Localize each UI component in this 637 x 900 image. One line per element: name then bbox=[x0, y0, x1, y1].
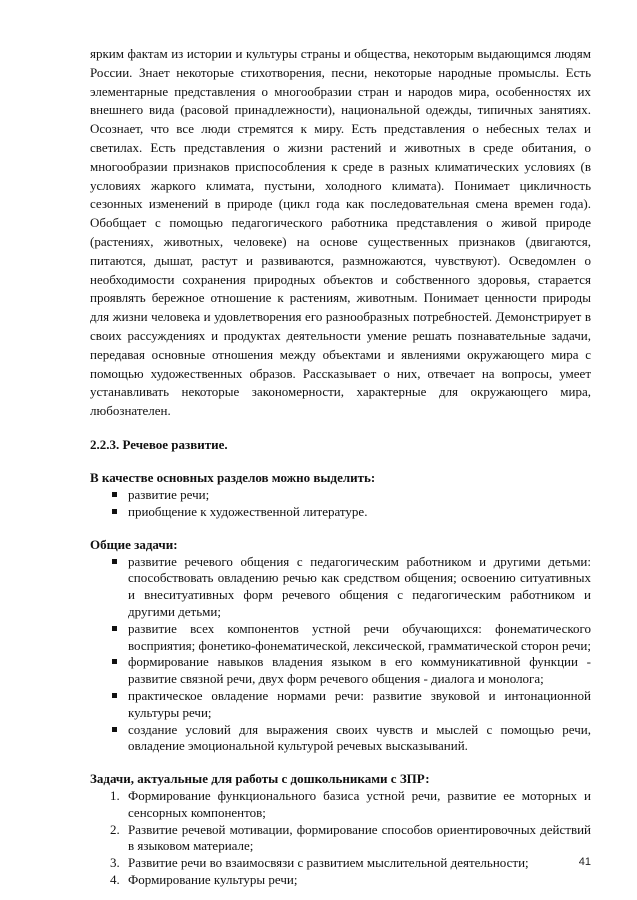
list-item-text: практическое овладение нормами речи: развитие звуковой и интонационной культуры речи; bbox=[128, 687, 591, 720]
list-item-number: 2. bbox=[110, 821, 120, 837]
sections-list bbox=[90, 487, 591, 521]
bullet-icon bbox=[112, 626, 117, 631]
bullet-icon bbox=[112, 492, 117, 497]
list-item-number: 4. bbox=[110, 872, 120, 888]
list-item bbox=[90, 788, 591, 822]
list-item bbox=[90, 722, 591, 756]
list-item-text: формирование навыков владения языком в его коммуникативной функции - развитие связной речи, двух форм речевого общения - диалога и монолога; bbox=[128, 654, 591, 687]
general-tasks-list bbox=[90, 554, 591, 756]
list-item bbox=[90, 504, 591, 521]
zpr-tasks-heading: Задачи, актуальные для работы с дошкольниками с ЗПР: bbox=[90, 771, 430, 787]
list-item-text: развитие всех компонентов устной речи обучающихся: фонематического восприятия; фонетико-фонематической, лексической, грамматической сторон речи; bbox=[128, 620, 591, 653]
general-tasks-heading: Общие задачи: bbox=[90, 536, 178, 552]
zpr-tasks-list bbox=[90, 788, 591, 889]
list-item bbox=[90, 554, 591, 621]
bullet-icon bbox=[112, 509, 117, 514]
list-item-text: приобщение к художественной литературе. bbox=[128, 503, 368, 519]
list-item-text: Развитие речи во взаимосвязи с развитием мыслительной деятельности; bbox=[128, 855, 529, 871]
list-item-text: Формирование культуры речи; bbox=[128, 872, 298, 888]
list-item bbox=[90, 487, 591, 504]
bullet-icon bbox=[112, 693, 117, 698]
list-item-text: создание условий для выражения своих чувств и мыслей с помощью речи, овладение эмоциональной культурой речевых высказываний. bbox=[128, 721, 591, 754]
list-item-text: Развитие речевой мотивации, формирование способов ориентировочных действий в языковом материале; bbox=[128, 821, 591, 854]
list-item-text: развитие речевого общения с педагогическим работником и другими детьми: способствовать овладению речью как средством общения; освоению ситуативных и внеситуативных форм речевого общения с педагогическим работником и другими детьми; bbox=[128, 553, 591, 619]
bullet-icon bbox=[112, 559, 117, 564]
list-item bbox=[90, 654, 591, 688]
list-item-text: развитие речи; bbox=[128, 486, 210, 502]
bullet-icon bbox=[112, 659, 117, 664]
bullet-icon bbox=[112, 727, 117, 732]
list-item bbox=[90, 822, 591, 856]
list-item-number: 3. bbox=[110, 855, 120, 871]
list-item-text: Формирование функционального базиса устной речи, развитие ее моторных и сенсорных компонентов; bbox=[128, 788, 591, 820]
page-number: 41 bbox=[578, 856, 591, 868]
page-content bbox=[90, 45, 591, 889]
list-item bbox=[90, 872, 591, 889]
intro-paragraph: ярким фактам из истории и культуры страны и общества, некоторым выдающимся людям России. Знает некоторые стихотворения, песни, некоторые народные промыслы. Есть элементарные представления о многообразии стран и народов мира, особенностях их внешнего вида (расовой принадлежности), национальной одежды, типичных занятиях. Осознает, что все люди стремятся к миру. Есть представления о небесных телах и светилах. Есть представления о жизни растений и животных в среде обитания, о многообразии признаков приспособления к среде в разных климатических условиях (в условиях жаркого климата, пустыни, холодного климата). Понимает цикличность сезонных изменений в природе (цикл года как последовательная смена времен года). Обобщает с помощью педагогического работника представления о живой природе (растениях, животных, человеке) на основе существенных признаков (двигаются, питаются, дышат, растут и развиваются, размножаются, чувствуют). Осведомлен о необходимости сохранения природных объектов и собственного здоровья, старается проявлять бережное отношение к растениям, животным. Понимает ценности природы для жизни человека и удовлетворения его разнообразных потребностей. Демонстрирует в своих рассуждениях и продуктах деятельности умение решать познавательные задачи, передавая основные отношения между объектами и явлениями окружающего мира с помощью художественных образов. Рассказывает о них, отвечает на вопросы, умеет устанавливать некоторые закономерности, характерные для окружающего мира, любознателен. bbox=[90, 46, 591, 419]
section-title: 2.2.3. Речевое развитие. bbox=[90, 436, 228, 452]
list-item bbox=[90, 621, 591, 655]
list-item bbox=[90, 688, 591, 722]
list-item-number: 1. bbox=[110, 788, 120, 804]
list-item bbox=[90, 855, 591, 872]
sections-heading: В качестве основных разделов можно выделить: bbox=[90, 469, 376, 485]
